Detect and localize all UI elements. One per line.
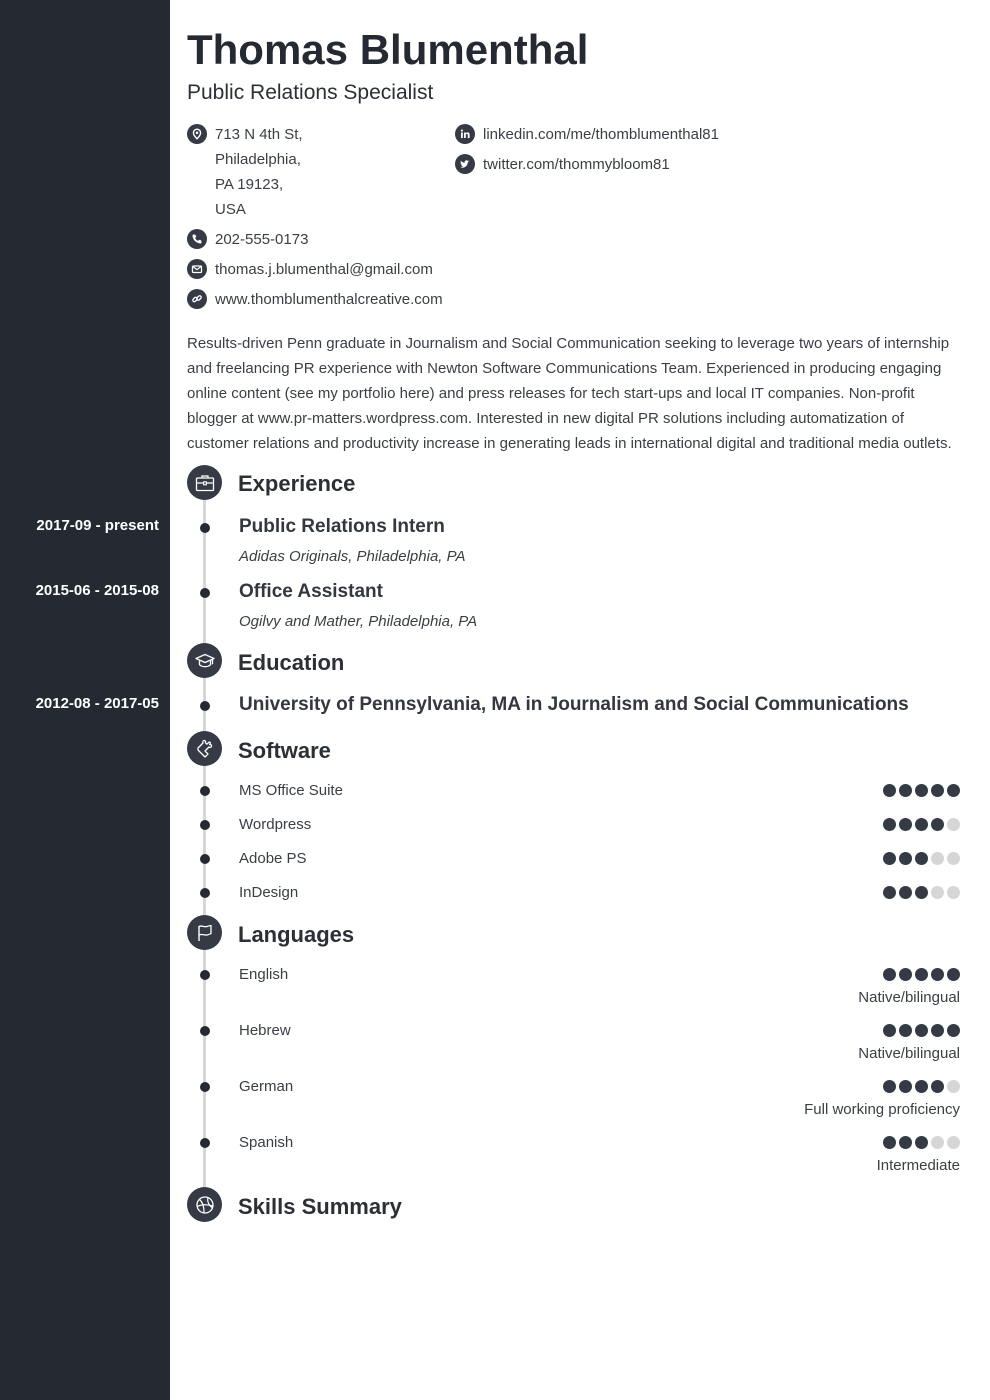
- website-link[interactable]: www.thomblumenthalcreative.com: [215, 291, 443, 308]
- job-title: Public Relations Specialist: [187, 81, 434, 104]
- software-name: Wordpress: [239, 816, 312, 833]
- contact-address: [187, 124, 303, 222]
- experience-date: 2017-09 - present: [36, 517, 159, 534]
- software-name: InDesign: [239, 884, 299, 901]
- language-rating: [883, 1080, 960, 1093]
- software-name: Adobe PS: [239, 850, 307, 867]
- software-rating: [883, 818, 960, 831]
- timeline-dot: [200, 701, 210, 711]
- software-rating: [883, 852, 960, 865]
- experience-date: 2015-06 - 2015-08: [35, 582, 159, 599]
- envelope-icon: [187, 259, 207, 279]
- address-line: PA 19123,: [215, 176, 284, 193]
- experience-company: Ogilvy and Mather, Philadelphia, PA: [239, 613, 478, 630]
- flag-icon: [187, 915, 222, 950]
- address-line: USA: [215, 201, 246, 218]
- timeline-dot: [200, 523, 210, 533]
- section-title-software: Software: [238, 738, 331, 763]
- timeline-dot: [200, 888, 210, 898]
- email-link[interactable]: thomas.j.blumenthal@gmail.com: [215, 261, 433, 278]
- education-degree: University of Pennsylvania, MA in Journalism and Social Communications: [239, 694, 909, 715]
- timeline-dot: [200, 1082, 210, 1092]
- timeline-dot: [200, 786, 210, 796]
- link-icon: [187, 289, 207, 309]
- experience-company: Adidas Originals, Philadelphia, PA: [239, 548, 466, 565]
- contact-twitter: [455, 154, 670, 177]
- experience-title: Public Relations Intern: [239, 516, 445, 537]
- education-date: 2012-08 - 2017-05: [35, 695, 159, 712]
- briefcase-icon: [187, 465, 222, 500]
- contact-linkedin: [455, 124, 719, 147]
- timeline-dot: [200, 1138, 210, 1148]
- address-line: 713 N 4th St,: [215, 126, 303, 143]
- language-name: German: [239, 1078, 294, 1095]
- graduation-cap-icon: [187, 643, 222, 678]
- phone-text: 202-555-0173: [215, 231, 309, 248]
- software-rating: [883, 784, 960, 797]
- puzzle-icon: [187, 731, 222, 766]
- contact-website: [187, 289, 443, 312]
- software-rating: [883, 886, 960, 899]
- language-name: Spanish: [239, 1134, 294, 1151]
- language-level: Intermediate: [876, 1157, 960, 1174]
- software-name: MS Office Suite: [239, 782, 343, 799]
- section-title-education: Education: [238, 650, 345, 675]
- basketball-icon: [187, 1187, 222, 1222]
- section-title-experience: Experience: [238, 471, 356, 496]
- language-level: Native/bilingual: [858, 1045, 960, 1062]
- linkedin-link[interactable]: linkedin.com/me/thomblumenthal81: [483, 126, 719, 143]
- language-name: English: [239, 966, 289, 983]
- address-line: Philadelphia,: [215, 151, 301, 168]
- language-level: Native/bilingual: [858, 989, 960, 1006]
- language-rating: [883, 1136, 960, 1149]
- timeline-dot: [200, 854, 210, 864]
- language-rating: [883, 1024, 960, 1037]
- language-rating: [883, 968, 960, 981]
- phone-icon: [187, 229, 207, 249]
- contact-email: [187, 259, 433, 282]
- timeline-dot: [200, 1026, 210, 1036]
- language-name: Hebrew: [239, 1022, 291, 1039]
- language-level: Full working proficiency: [804, 1101, 960, 1118]
- timeline-dot: [200, 970, 210, 980]
- twitter-link[interactable]: twitter.com/thommybloom81: [483, 156, 670, 173]
- timeline-dot: [200, 820, 210, 830]
- section-title-languages: Languages: [238, 922, 355, 947]
- section-title-skills-summary: Skills Summary: [238, 1194, 402, 1219]
- twitter-icon: [455, 154, 475, 174]
- contact-phone: [187, 229, 308, 252]
- linkedin-icon: [455, 124, 475, 144]
- profile-summary: Results-driven Penn graduate in Journalism and Social Communication seeking to leverage two years of internship and freelancing PR experience with Newton Software Communications Team. Experienced in producing engaging online content (see my portfolio here) and press releases for tech start-ups and local IT companies. Non-profit blogger at www.pr-matters.wordpress.com. Interested in new digital PR solutions including automatization of customer relations and productivity increase in generating leads in international digital and traditional media outlets.: [187, 335, 952, 452]
- experience-title: Office Assistant: [239, 581, 383, 602]
- timeline-dot: [200, 588, 210, 598]
- map-pin-icon: [187, 124, 207, 144]
- candidate-name: Thomas Blumenthal: [187, 26, 589, 73]
